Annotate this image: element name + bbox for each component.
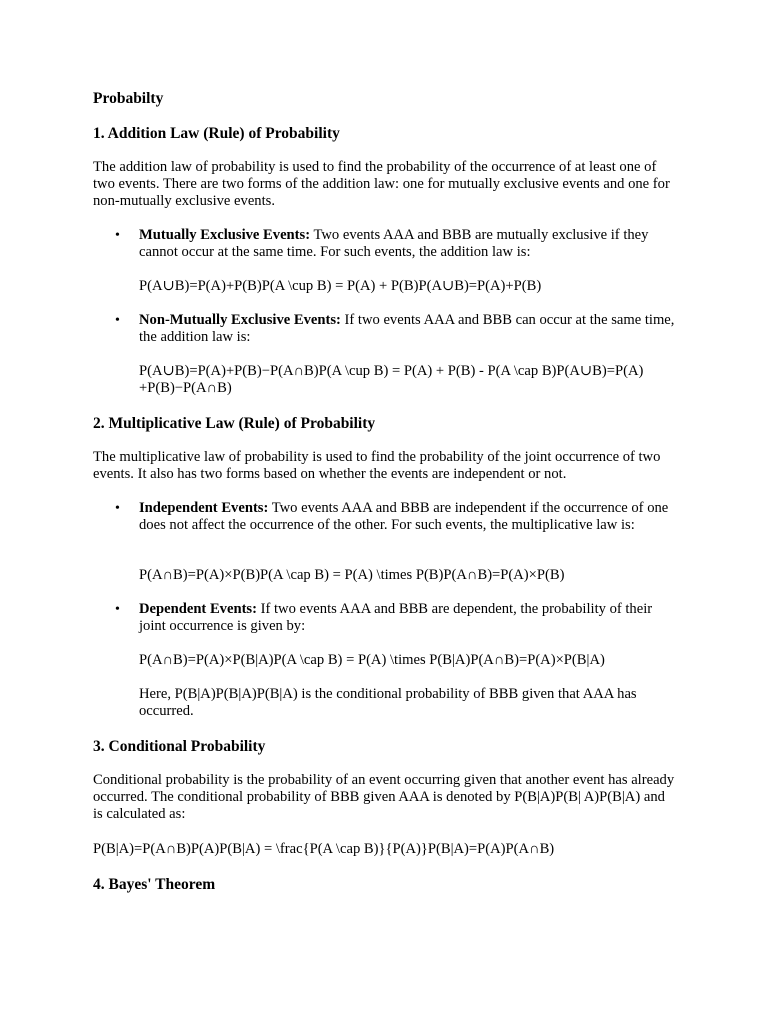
list-item-independent-events xyxy=(115,500,678,534)
document-title: Probabilty xyxy=(93,90,164,107)
item-text: If two events AAA and BBB can occur at the same time, the addition law is: xyxy=(139,312,675,345)
section-intro-multiplicative-law: The multiplicative law of probability is used to find the probability of the joint occurrence of two events. It also has two forms based on whether the events are independent or not. xyxy=(93,449,661,482)
item-label: Non-Mutually Exclusive Events: xyxy=(139,312,341,328)
list-item-mutually-exclusive xyxy=(115,227,678,261)
bullet-icon: • xyxy=(115,501,120,516)
formula-mutually-exclusive: P(A∪B)=P(A)+P(B)P(A \cup B) = P(A) + P(B)P(A∪B)=P(A)+P(B) xyxy=(139,278,542,294)
bullet-icon: • xyxy=(115,602,120,617)
item-label: Mutually Exclusive Events: xyxy=(139,227,311,243)
list-item-non-mutually-exclusive xyxy=(115,312,678,346)
item-label: Dependent Events: xyxy=(139,601,257,617)
section-heading-addition-law: 1. Addition Law (Rule) of Probability xyxy=(93,125,340,142)
formula-independent-events: P(A∩B)=P(A)×P(B)P(A \cap B) = P(A) \times P(B)P(A∩B)=P(A)×P(B) xyxy=(139,567,565,583)
section-intro-addition-law: The addition law of probability is used to find the probability of the occurrence of at least one of two events. There are two forms of the addition law: one for mutually exclusive events and one for non-mutually exclusive events. xyxy=(93,159,670,209)
formula-non-mutually-exclusive: P(A∪B)=P(A)+P(B)−P(A∩B)P(A \cup B) = P(A) + P(B) - P(A \cap B)P(A∪B)=P(A) +P(B)−P(A∩B) xyxy=(139,363,644,396)
section-intro-conditional-probability: Conditional probability is the probability of an event occurring given that another event has already occurred. The conditional probability of BBB given AAA is denoted by P(B|A)P(B| A)P(B|A) and is calculated as: xyxy=(93,772,675,822)
formula-dependent-events: P(A∩B)=P(A)×P(B|A)P(A \cap B) = P(A) \times P(B|A)P(A∩B)=P(A)×P(B|A) xyxy=(139,652,605,668)
bullet-icon: • xyxy=(115,228,120,243)
item-text: If two events AAA and BBB are dependent, the probability of their joint occurrence is given by: xyxy=(139,601,653,634)
list-item-dependent-events xyxy=(115,601,678,635)
item-label: Independent Events: xyxy=(139,500,269,516)
bullet-icon: • xyxy=(115,313,120,328)
section-heading-bayes-theorem: 4. Bayes' Theorem xyxy=(93,876,216,893)
item-text: Two events AAA and BBB are independent if the occurrence of one does not affect the occurrence of the other. For such events, the multiplicative law is: xyxy=(139,500,669,533)
section-heading-conditional-probability: 3. Conditional Probability xyxy=(93,738,266,755)
formula-conditional-probability: P(B|A)=P(A∩B)P(A)P(B|A) = \frac{P(A \cap B)}{P(A)}P(B|A)=P(A)P(A∩B) xyxy=(93,841,555,857)
conditional-note: Here, P(B|A)P(B|A)P(B|A) is the conditional probability of BBB given that AAA has occurred. xyxy=(139,686,637,719)
section-heading-multiplicative-law: 2. Multiplicative Law (Rule) of Probability xyxy=(93,415,376,432)
item-text: Two events AAA and BBB are mutually exclusive if they cannot occur at the same time. For such events, the addition law is: xyxy=(139,227,649,260)
